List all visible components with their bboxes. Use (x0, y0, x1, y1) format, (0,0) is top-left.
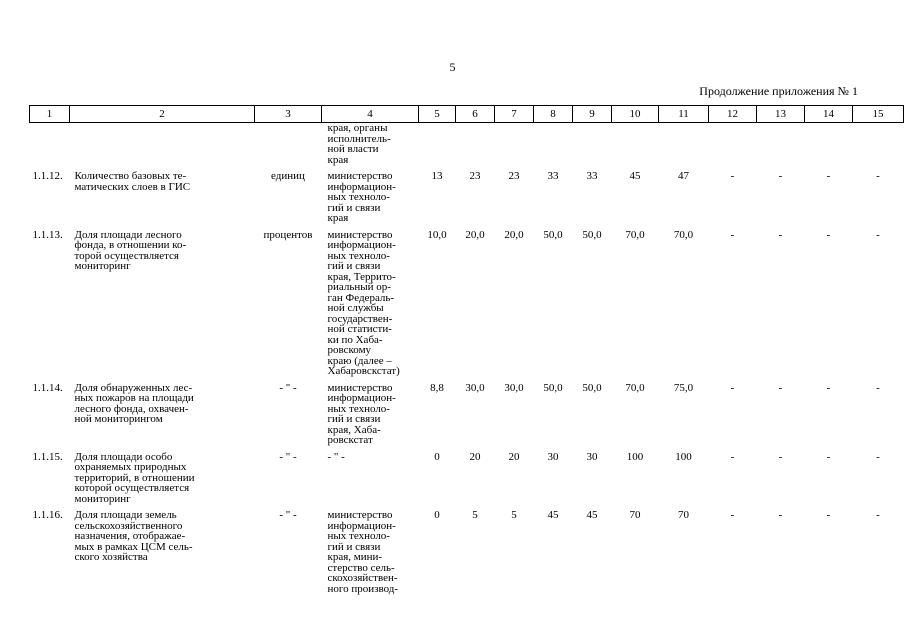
column-header: 6 (456, 106, 495, 123)
column-header: 14 (805, 106, 853, 123)
indicator-value: - (778, 170, 783, 182)
column-header: 10 (612, 106, 659, 123)
column-number-header-row (30, 106, 904, 123)
indicator-value (612, 123, 659, 172)
indicator-value: 33 (547, 170, 559, 182)
table-body (30, 123, 904, 601)
indicator-code: 1.1.13. (32, 228, 63, 241)
indicator-value: - (730, 228, 735, 241)
column-header: 13 (757, 106, 805, 123)
indicator-value: 100 (675, 450, 692, 463)
indicator-value: 70,0 (625, 381, 645, 394)
table-row (30, 452, 904, 511)
table-row (30, 123, 904, 172)
indicator-value: 33 (586, 170, 598, 182)
indicator-name (70, 123, 255, 172)
indicator-code: 1.1.14. (32, 381, 63, 394)
column-header: 8 (534, 106, 573, 123)
column-header: 4 (322, 106, 419, 123)
page-number: 5 (449, 60, 456, 74)
indicator-value (456, 123, 495, 172)
table-row (30, 383, 904, 452)
indicator-value: - (778, 381, 783, 394)
indicator-value: 100 (626, 450, 644, 463)
table-row (30, 510, 904, 600)
indicator-code: 1.1.15. (32, 450, 63, 463)
indicator-value: 23 (508, 170, 520, 182)
indicator-value: 50,0 (582, 381, 602, 394)
responsible-executor: края, органы исполнитель- ной власти края (327, 122, 391, 166)
indicator-value: - (876, 381, 880, 394)
column-header: 2 (70, 106, 255, 123)
indicator-value: 8,8 (430, 381, 444, 394)
indicator-value: - (826, 450, 831, 463)
indicator-name: Доля обнаруженных лес- ных пожаров на площади лесного фонда, охвачен- ной мониторингом (74, 381, 194, 425)
indicator-value: - (730, 170, 735, 182)
unit-of-measure: - " - (279, 450, 297, 463)
indicator-value: 10,0 (427, 228, 447, 241)
indicator-value (757, 123, 805, 172)
indicator-value: - (876, 450, 880, 463)
column-header: 9 (573, 106, 612, 123)
column-header: 11 (659, 106, 709, 123)
indicator-value: - (826, 381, 831, 394)
indicator-value: - (826, 228, 831, 241)
indicator-value: - (730, 450, 735, 463)
indicator-value (419, 123, 456, 172)
indicator-name: Доля площади лесного фонда, в отношении ко- торой осуществляется мониторинг (74, 228, 187, 272)
indicator-value: 30 (547, 450, 559, 463)
indicator-value: 23 (469, 170, 481, 182)
indicator-value: - (730, 381, 735, 394)
indicator-name: Доля площади особо охраняемых природных территорий, в отношении которой осуществляется мониторинг (74, 450, 195, 505)
indicator-value: - (826, 509, 831, 521)
indicator-value: 70,0 (673, 228, 694, 241)
indicator-value: 20 (508, 450, 520, 463)
indicator-code: 1.1.16. (32, 509, 63, 521)
column-header: 5 (419, 106, 456, 123)
indicator-value: - (826, 170, 831, 182)
indicator-value: 50,0 (543, 228, 563, 241)
indicator-value: 30,0 (504, 381, 524, 394)
indicator-value (805, 123, 853, 172)
column-header: 3 (255, 106, 322, 123)
indicator-value (659, 123, 709, 172)
indicator-value: 0 (434, 450, 440, 463)
indicator-value: 0 (434, 509, 440, 521)
indicator-name: Количество базовых те- матических слоев в ГИС (74, 170, 191, 193)
indicator-code: 1.1.12. (32, 170, 63, 182)
indicator-value: - (778, 228, 783, 241)
indicator-value (534, 123, 573, 172)
indicators-table (29, 105, 904, 600)
indicator-value: 5 (511, 509, 517, 521)
indicator-value (573, 123, 612, 172)
indicator-value: - (876, 509, 880, 521)
indicator-value: 30 (586, 450, 598, 463)
indicator-code (30, 123, 70, 172)
indicator-value: 47 (678, 170, 689, 182)
indicator-value: - (876, 228, 880, 241)
unit-of-measure: единиц (271, 170, 305, 182)
indicator-value: 70 (678, 509, 689, 521)
indicator-name: Доля площади земель сельскохозяйственного назначения, отображае- мых в рамках ЦСМ сель- ского хозяйства (74, 509, 193, 563)
column-header: 15 (853, 106, 904, 123)
indicator-value: - (778, 450, 783, 463)
unit-of-measure: - " - (279, 381, 297, 394)
column-header: 1 (30, 106, 70, 123)
responsible-executor: министерство информацион- ных техноло- гий и связи края (327, 170, 396, 224)
indicator-value: 5 (472, 509, 478, 521)
unit-of-measure: - " - (279, 509, 297, 521)
column-header: 7 (495, 106, 534, 123)
indicator-value: 45 (586, 509, 598, 521)
table-row (30, 230, 904, 383)
responsible-executor: министерство информацион- ных техноло- гий и связи края, Террито- риальный ор- ган Федераль- ной службы государствен- ной статисти- ки по Хаба- ровскому краю (далее – Хабаровскстат) (327, 228, 400, 377)
responsible-executor: - " - (327, 450, 345, 463)
indicator-value: 70,0 (625, 228, 645, 241)
indicator-value (709, 123, 757, 172)
indicator-value: 75,0 (673, 381, 694, 394)
indicator-value: - (730, 509, 735, 521)
column-header: 12 (709, 106, 757, 123)
indicator-value: 45 (547, 509, 559, 521)
indicator-value: 20,0 (465, 228, 485, 241)
responsible-executor: министерство информацион- ных техноло- гий и связи края, мини- стерство сель- скохозяйствен- ного производ- (327, 509, 399, 595)
indicator-value: - (876, 170, 880, 182)
indicator-value: 45 (629, 170, 641, 182)
indicator-value: 13 (431, 170, 443, 182)
indicator-value: 50,0 (582, 228, 602, 241)
unit-of-measure: процентов (263, 228, 313, 241)
indicator-value: - (778, 509, 783, 521)
indicator-value (853, 123, 904, 172)
appendix-continuation-label: Продолжение приложения № 1 (699, 84, 858, 98)
indicator-value: 20,0 (504, 228, 524, 241)
indicator-value: 70 (629, 509, 641, 521)
indicator-value: 20 (469, 450, 481, 463)
responsible-executor: министерство информацион- ных техноло- гий и связи края, Хаба- ровскстат (327, 381, 396, 446)
indicator-value: 30,0 (465, 381, 485, 394)
table-row (30, 171, 904, 230)
unit-of-measure (255, 123, 322, 172)
indicator-value (495, 123, 534, 172)
indicator-value: 50,0 (543, 381, 563, 394)
